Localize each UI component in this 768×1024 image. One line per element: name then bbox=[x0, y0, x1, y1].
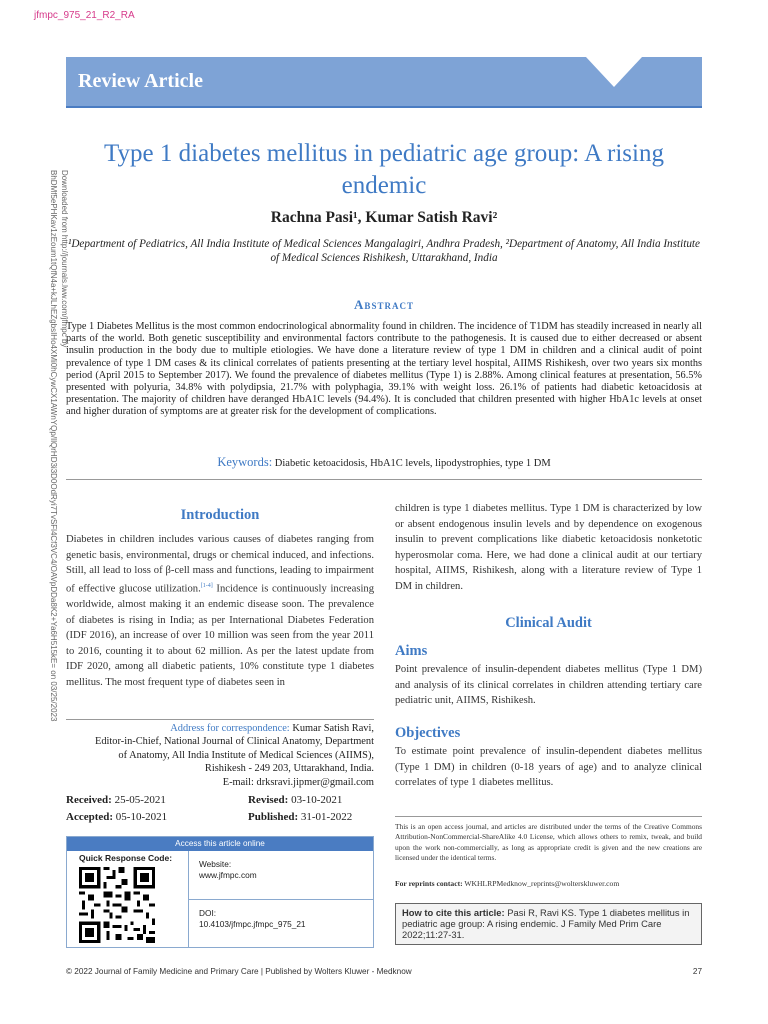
page-footer bbox=[66, 967, 702, 976]
correspondence-email[interactable]: E-mail: drksravi.jipmer@gmail.com bbox=[222, 776, 374, 788]
intro-para2: Incidence is continuously increasing worldwide, almost making it an endemic disease soon. The prevalence of diabetes is rising in India; as per International Diabetes Federation (IDF 2016), an increase of over 10 million was seen from the year 2011 to 2016, counting it to about 62 million. As per the latest update from IDF 2020, among all diabetic patients, 10% constitute type 1 diabetes mellitus. The most frequent type of diabetes seen in bbox=[66, 583, 374, 688]
doi-link[interactable]: 10.4103/jfmpc.jfmpc_975_21 bbox=[199, 919, 306, 929]
divider bbox=[395, 816, 702, 817]
reprints-label: For reprints contact: bbox=[395, 879, 463, 888]
download-watermark: Downloaded from http://journals.lww.com/jfmpc by BhDMf5ePHKav1zEoum1tQfN4a+kJLhEZgbsIHo4XMi0hCywCX1AWnYQp/IlQrHD3i3D0OdRyi7TvSFl4Cf3VC4/OAVpDDa8K2+Ya6H515kE= on 03/25/2023 bbox=[49, 170, 69, 722]
footer-copyright: © 2022 Journal of Family Medicine and Primary Care | Published by Wolters Kluwer - Medknow bbox=[66, 967, 412, 976]
objectives-heading: Objectives bbox=[395, 725, 461, 741]
correspondence-block bbox=[66, 722, 374, 789]
accepted-date: 05-10-2021 bbox=[115, 811, 168, 823]
cite-label: How to cite this article: bbox=[402, 907, 505, 918]
article-title: Type 1 diabetes mellitus in pediatric age group: A rising endemic bbox=[104, 140, 664, 199]
correspondence-label: Address for correspondence: bbox=[170, 723, 290, 734]
abstract-text: Type 1 Diabetes Mellitus is the most common endocrinological abnormality found in children. The incidence of T1DM has steadily increased in nearly all parts of the world. Both genetic susceptibility and environmental factors contribute to the pathogenesis. It is caused due to either decreased or absent insulin production in the body due to multiple etiologies. We have done a literature review of type 1 DM in children and a clinical audit of point prevalence of type 1 DM cases & its clinical correlates of patients presenting at the tertiary level hospital, AIIMS Rishikesh, over two years six months period (April 2015 to September 2017). We found the prevalence of diabetes mellitus (Type 1) is 2.88%. Among clinical features at presentation, 56.5% presented with polyuria, 34.8% with polydipsia, 21.7% with polyphagia, 39.1% with weight loss. 26.1% of patients had diabetic ketoacidosis at presentation. The majority of children have deranged HbA1C levels (94.4%). It is concluded that children presented with higher HbA1c levels at onset and higher duration of symptoms are at greater risk for the development of complications. bbox=[66, 321, 702, 418]
intro-para1: Diabetes in children includes various causes of diabetes ranging from genetic basis, environmental, drugs or chemical induced, and infections. Still, all lead to loss of β-cell mass and functions, leading to impairment of effective glucose utilization. bbox=[66, 534, 374, 595]
page-number: 27 bbox=[692, 967, 702, 976]
revised-date: 03-10-2021 bbox=[291, 794, 343, 806]
reprints-email[interactable]: WKHLRPMedknow_reprints@wolterskluwer.com bbox=[464, 879, 620, 888]
revised-label: Revised: bbox=[248, 794, 289, 806]
website-label: Website: bbox=[199, 859, 232, 869]
aims-text: Point prevalence of insulin-dependent diabetes mellitus (Type 1 DM) and analysis of its clinical correlates in children attending tertiary care pediatric unit, AIIMS, Rishikesh. bbox=[395, 664, 702, 707]
objectives-text: To estimate point prevalence of insulin-dependent diabetes mellitus (Type 1 DM) in children (0-18 years of age) and to analyze clinical correlates of type 1 diabetes mellitus. bbox=[395, 746, 702, 789]
divider bbox=[66, 719, 374, 720]
article-dates bbox=[66, 792, 374, 826]
keywords bbox=[66, 455, 702, 470]
introduction-text bbox=[66, 532, 374, 690]
accepted-label: Accepted: bbox=[66, 811, 114, 823]
qr-code-icon[interactable] bbox=[79, 867, 155, 943]
correspondence-name: Kumar Satish Ravi, bbox=[292, 723, 374, 734]
clinical-audit-heading: Clinical Audit bbox=[505, 615, 592, 631]
open-access-notice: This is an open access journal, and articles are distributed under the terms of the Creative Commons Attribution-NonCommercial-ShareAlike 4.0 License, which allows others to remix, tweak, and build upon the work non-commercially, as long as appropriate credit is given and the new creations are licensed under the identical terms. bbox=[395, 822, 702, 863]
correspondence-line: of Anatomy, All India Institute of Medical Sciences (AIIMS), bbox=[118, 749, 374, 761]
affiliations: ¹Department of Pediatrics, All India Institute of Medical Sciences Mangalagiri, Andhra Pradesh, ²Department of Anatomy, All India Institute of Medical Sciences Rishikesh, Uttarakhand, India bbox=[68, 238, 700, 264]
citation-ref[interactable]: [1-4] bbox=[200, 582, 213, 589]
access-online-box bbox=[66, 836, 374, 948]
published-label: Published: bbox=[248, 811, 299, 823]
divider bbox=[66, 479, 702, 480]
introduction-heading: Introduction bbox=[180, 507, 260, 523]
article-type-label: Review Article bbox=[78, 70, 203, 92]
published-date: 31-01-2022 bbox=[300, 811, 353, 823]
authors: Rachna Pasi¹, Kumar Satish Ravi² bbox=[270, 209, 498, 226]
qr-label: Quick Response Code: bbox=[79, 853, 173, 863]
received-label: Received: bbox=[66, 794, 112, 806]
introduction-continued: children is type 1 diabetes mellitus. Type 1 DM is characterized by low or absent endogenous insulin levels and by dependence on exogenous insulin to prevent complications like diabetic ketoacidosis nonketotic hyperosmolar coma. Here, we had done a clinical audit at our tertiary hospital, AIIMS, Rishikesh, along with a literature review of Type 1 DM in children. bbox=[395, 503, 702, 592]
manuscript-id: jfmpc_975_21_R2_RA bbox=[34, 10, 135, 21]
doi-label: DOI: bbox=[199, 908, 217, 918]
website-link[interactable]: www.jfmpc.com bbox=[199, 870, 257, 880]
correspondence-line: Editor-in-Chief, National Journal of Clinical Anatomy, Department bbox=[94, 736, 374, 748]
abstract-heading: Abstract bbox=[354, 297, 414, 312]
keywords-label: Keywords: bbox=[217, 455, 273, 469]
how-to-cite-box bbox=[395, 903, 702, 945]
received-date: 25-05-2021 bbox=[114, 794, 166, 806]
access-header: Access this article online bbox=[67, 837, 373, 851]
reprints-contact bbox=[395, 879, 702, 888]
aims-heading: Aims bbox=[395, 643, 428, 659]
cite-text: Pasi R, Ravi KS. Type 1 diabetes mellitus in pediatric age group: A rising endemic. J Family Med Prim Care 2022;11:27-31. bbox=[402, 907, 690, 941]
keywords-text: Diabetic ketoacidosis, HbA1C levels, lipodystrophies, type 1 DM bbox=[274, 458, 551, 469]
correspondence-line: Rishikesh - 249 203, Uttarakhand, India. bbox=[204, 763, 374, 775]
